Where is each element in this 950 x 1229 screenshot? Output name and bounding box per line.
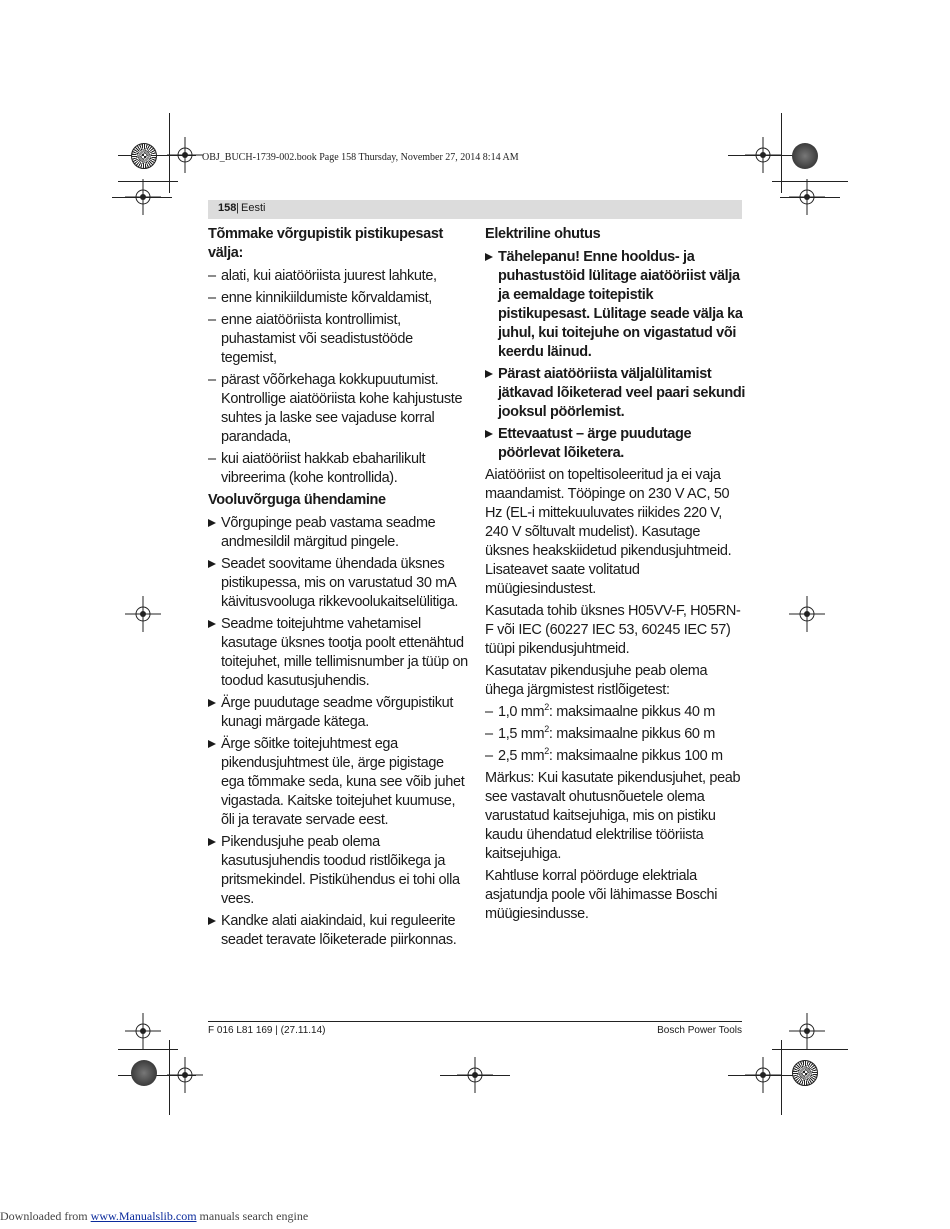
section-heading: Tõmmake võrgupistik pistikupesast välja: — [208, 226, 444, 261]
section-heading: Elektriline ohutus — [485, 226, 601, 242]
cable-list-item: – 1,5 $mm^2$: maksimaalne pikkus 60 m — [485, 724, 716, 742]
bullet-list-item: Seadet soovitame ühendada üksnes pistikupessa, mis on varustatud 30 mA käivitusvooluga rikkevoolukaitselülitiga. — [208, 555, 470, 612]
triangle-bullet-icon — [208, 694, 216, 713]
triangle-bullet-icon — [485, 248, 493, 267]
bullet-list-item: Kandke alati aiakindaid, kui reguleerite seadet teravate lõiketerade piirkonnas. — [208, 912, 470, 950]
dash-bullet: – — [485, 726, 493, 742]
dash-bullet: – — [208, 451, 216, 467]
file-info: OBJ_BUCH-1739-002.book Page 158 Thursday, November 27, 2014 8:14 AM — [202, 152, 519, 163]
dash-list-item: – enne aiatööriista kontrollimist, puhastamist või seadistustööde tegemist, — [208, 312, 413, 366]
dash-bullet: – — [485, 748, 493, 764]
registration-mark-icon — [123, 1011, 163, 1051]
registration-mark-icon — [123, 594, 163, 634]
page-header-bar — [208, 200, 742, 219]
registration-mark-icon — [455, 1055, 495, 1095]
warning-item: Ettevaatust – ärge puudutage pöörlevat lõiketera. — [485, 425, 747, 463]
right-column — [485, 225, 747, 927]
dash-list-item: – enne kinnikiildumiste kõrvaldamist, — [208, 290, 432, 306]
triangle-bullet-icon — [485, 365, 493, 384]
registration-mark-icon — [123, 177, 163, 217]
gray-dial-icon — [792, 143, 818, 169]
left-column — [208, 225, 470, 953]
dash-bullet: – — [208, 268, 216, 284]
dash-bullet: – — [208, 290, 216, 306]
triangle-bullet-icon — [485, 425, 493, 444]
page-language: Eesti — [241, 202, 266, 214]
color-wheel-icon — [792, 1060, 818, 1086]
dash-list-item: – pärast võõrkehaga kokkupuutumist. Kontrollige aiatööriista kohe kahjustuste suhtes ja laske see vajaduse korral parandada, — [208, 372, 463, 445]
manualslib-link[interactable]: www.Manualslib.com — [90, 1209, 197, 1223]
dash-bullet: – — [485, 704, 493, 720]
body-paragraph: Kahtluse korral pöörduge elektriala asjatundja poole või lähimasse Boschi müügiesindusse. — [485, 868, 718, 922]
triangle-bullet-icon — [208, 514, 216, 533]
registration-mark-icon — [787, 1011, 827, 1051]
gray-dial-icon — [131, 1060, 157, 1086]
cable-list-item: – 2,5 $mm^2$: maksimaalne pikkus 100 m — [485, 746, 723, 764]
bullet-list-item: Võrgupinge peab vastama seadme andmesildil märgitud pingele. — [208, 514, 470, 552]
registration-mark-icon — [743, 1055, 783, 1095]
dash-list-item: – kui aiatööriist hakkab ebaharilikult vibreerima (kohe kontrollida). — [208, 451, 426, 486]
footer-rule — [208, 1021, 742, 1022]
section-heading: Vooluvõrguga ühendamine — [208, 492, 386, 508]
footer-brand: Bosch Power Tools — [657, 1025, 742, 1036]
warning-item: Pärast aiatööriista väljalülitamist jätkavad lõiketerad veel paari sekundi jooksul pöörlemist. — [485, 365, 747, 422]
triangle-bullet-icon — [208, 615, 216, 634]
color-wheel-icon — [131, 143, 157, 169]
registration-mark-icon — [787, 594, 827, 634]
cable-list-item: – 1,0 $mm^2$: maksimaalne pikkus 40 m — [485, 702, 716, 720]
bullet-list-item: Ärge sõitke toitejuhtmest ega pikendusjuhtmest üle, ärge pigistage ega tõmmake seda, kuna see võib juhet vigastada. Kaitske toitejuhet kuumuse, õli ja teravate servade eest. — [208, 735, 470, 830]
registration-mark-icon — [787, 177, 827, 217]
triangle-bullet-icon — [208, 833, 216, 852]
body-paragraph: Kasutatav pikendusjuhe peab olema ühega järgmistest ristlõigetest: — [485, 663, 708, 698]
download-notice: Downloaded from www.Manualslib.com manuals search engine — [0, 1209, 309, 1223]
body-paragraph: Aiatööriist on topeltisoleeritud ja ei vaja maandamist. Tööpinge on 230 V AC, 50 Hz (EL-i mittekuuluvates riikides 220 V, 240 V sõltuvalt mudelist). Kasutage üksnes heakskiidetud pikendusjuhtmeid. Lisateavet saate volitatud müügiesindustest. — [485, 467, 732, 597]
dash-list-item: – alati, kui aiatööriista juurest lahkute, — [208, 268, 437, 284]
registration-mark-icon — [165, 135, 205, 175]
page-number: 158 — [218, 202, 237, 214]
bullet-list-item: Ärge puudutage seadme võrgupistikut kunagi märgade kätega. — [208, 694, 470, 732]
note-paragraph: Märkus: Kui kasutate pikendusjuhet, peab see vastavalt ohutusnõuetele olema varustatud kaitsejuhiga, mis on pistiku kaudu ühendatud elektrilise tööriista kaitsejuhiga. — [485, 770, 741, 862]
footer-doc-number: F 016 L81 169 | (27.11.14) — [208, 1025, 326, 1036]
warning-item: Tähelepanu! Enne hooldus- ja puhastustöid lülitage aiatööriist välja ja eemaldage toitepistik pistikupesast. Lülitage seade välja ka juhul, kui toitejuhe on vigastatud või keerdu läinud. — [485, 248, 747, 362]
body-paragraph: Kasutada tohib üksnes H05VV-F, H05RN-F või IEC (60227 IEC 53, 60245 IEC 57) tüüpi pikendusjuhtmeid. — [485, 603, 741, 657]
bullet-list-item: Seadme toitejuhtme vahetamisel kasutage üksnes tootja poolt ettenähtud toitejuhet, mille tellimisnumber ja tüüp on toodud kasutusjuhendis. — [208, 615, 470, 691]
triangle-bullet-icon — [208, 735, 216, 754]
triangle-bullet-icon — [208, 555, 216, 574]
bullet-list-item: Pikendusjuhe peab olema kasutusjuhendis toodud ristlõikega ja pritsmekindel. Pistikühendus ei tohi olla vees. — [208, 833, 470, 909]
dash-bullet: – — [208, 312, 216, 328]
dash-bullet: – — [208, 372, 216, 388]
triangle-bullet-icon — [208, 912, 216, 931]
header-separator: | — [236, 202, 239, 214]
registration-mark-icon — [165, 1055, 205, 1095]
registration-mark-icon — [743, 135, 783, 175]
